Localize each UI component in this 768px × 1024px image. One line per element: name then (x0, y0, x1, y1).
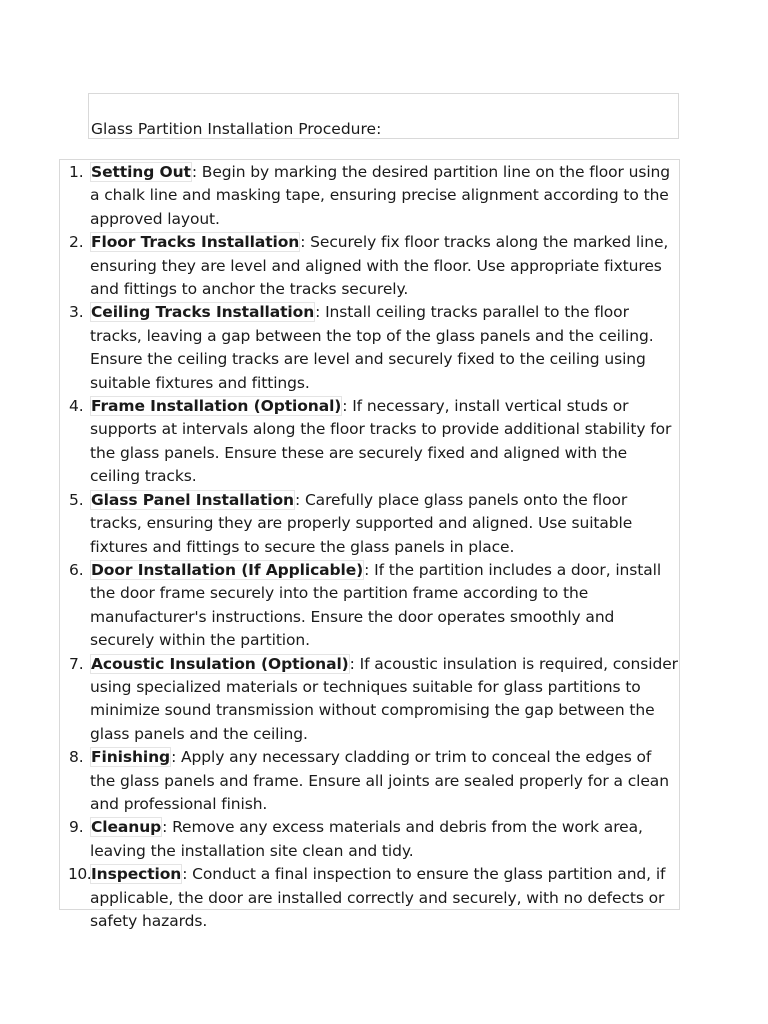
step-title: Floor Tracks Installation (91, 233, 300, 252)
list-item (60, 489, 679, 559)
step-text: : Begin by marking the desired partition line on the floor using a chalk line and masking tape, ensuring precise alignment according to the approved layout. (90, 163, 671, 228)
step-title: Glass Panel Installation (91, 490, 294, 509)
step-number: 6. (69, 560, 84, 579)
step-title: Setting Out (91, 163, 191, 181)
step-text: : Install ceiling tracks parallel to the floor tracks, leaving a gap between the top of the glass panels and the ceiling. Ensure the ceiling tracks are level and securely fixed to the ceiling using suitable fixtures and fittings. (90, 303, 654, 392)
list-item (60, 863, 679, 933)
document-title: Glass Partition Installation Procedure: (91, 120, 382, 138)
list-item (60, 746, 679, 816)
step-title: Ceiling Tracks Installation (91, 303, 315, 322)
step-text: : Remove any excess materials and debris from the work area, leaving the installation site clean and tidy. (90, 818, 643, 860)
list-item (60, 395, 679, 489)
step-number: 3. (69, 303, 84, 322)
step-text: : If acoustic insulation is required, consider using specialized materials or techniques suitable for glass partitions to minimize sound transmission without compromising the gap between the glass panels and the ceiling. (90, 654, 678, 743)
title-frame (88, 93, 679, 139)
step-title: Cleanup (91, 818, 162, 837)
step-number: 7. (69, 654, 84, 673)
step-title: Inspection (91, 865, 182, 884)
list-item (60, 816, 679, 863)
step-number: 5. (69, 490, 84, 509)
step-text: : Securely fix floor tracks along the marked line, ensuring they are level and aligned with the floor. Use appropriate fixtures and fittings to anchor the tracks securely. (90, 233, 669, 299)
list-item (60, 161, 679, 231)
step-text: : Apply any necessary cladding or trim to conceal the edges of the glass panels and frame. Ensure all joints are sealed properly for a clean and professional finish. (90, 748, 669, 813)
step-title: Acoustic Insulation (Optional) (91, 654, 349, 673)
step-number: 10. (68, 865, 92, 884)
step-text: : If necessary, install vertical studs or supports at intervals along the floor tracks to provide additional stability for the glass panels. Ensure these are securely fixed and aligned with the ceiling tracks. (90, 397, 672, 486)
list-item (60, 653, 679, 747)
step-text: : Carefully place glass panels onto the floor tracks, ensuring they are properly supported and aligned. Use suitable fixtures and fittings to secure the glass panels in place. (90, 490, 633, 556)
step-number: 4. (69, 397, 84, 416)
step-number: 2. (69, 233, 84, 252)
step-text: : Conduct a final inspection to ensure the glass partition and, if applicable, the door are installed correctly and securely, with no defects or safety hazards. (90, 865, 666, 930)
step-number: 9. (69, 818, 84, 837)
step-title: Frame Installation (Optional) (91, 397, 342, 416)
list-item (60, 559, 679, 653)
step-title: Finishing (91, 748, 171, 767)
steps-frame (59, 159, 680, 930)
list-item (60, 231, 679, 301)
list-item (60, 301, 679, 395)
steps-list (60, 161, 679, 933)
step-title: Door Installation (If Applicable) (91, 560, 364, 579)
step-number: 1. (69, 163, 84, 181)
step-number: 8. (69, 748, 84, 767)
step-text: : If the partition includes a door, install the door frame securely into the partition frame according to the manufacturer's instructions. Ensure the door operates smoothly and securely within the partition. (90, 560, 662, 650)
